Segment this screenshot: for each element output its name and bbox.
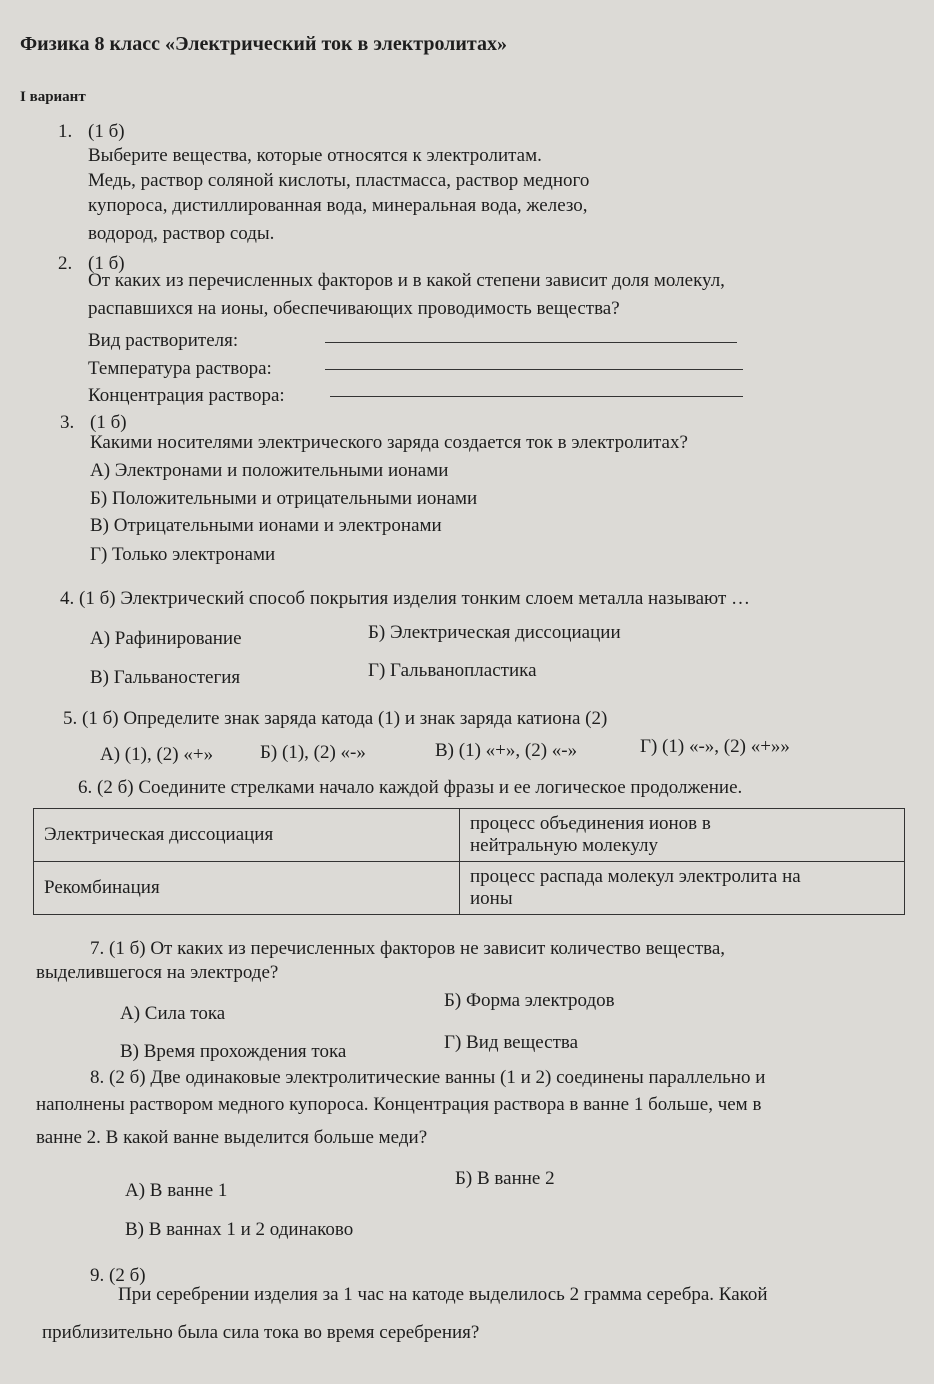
q7-question: 7. (1 б) От каких из перечисленных факторов не зависит количество вещества, [90, 938, 726, 959]
q2-points: (1 б) [88, 253, 125, 274]
q9-text-line: При серебрении изделия за 1 час на катоде выделилось 2 грамма серебра. Какой [118, 1284, 768, 1305]
q7-option: В) Время прохождения тока [120, 1041, 347, 1062]
table-cell-line: ионы [470, 888, 513, 909]
q9-number: 9. (2 б) [90, 1265, 146, 1286]
q4-option: Г) Гальванопластика [368, 660, 537, 681]
q4-option: А) Рафинирование [90, 628, 242, 649]
q5-option: Б) (1), (2) «-» [260, 742, 366, 763]
q5-option: Г) (1) «-», (2) «+»» [640, 736, 790, 757]
table-cell-left: Электрическая диссоциация [34, 809, 460, 862]
q7-option: А) Сила тока [120, 1003, 226, 1024]
table-row [34, 862, 905, 915]
q1-text-line: водород, раствор соды. [88, 223, 275, 244]
q9-text-line: приблизительно была сила тока во время серебрения? [42, 1322, 480, 1343]
q1-text-line: Медь, раствор соляной кислоты, пластмасса, раствор медного [88, 170, 590, 191]
q8-text-line: 8. (2 б) Две одинаковые электролитические ванны (1 и 2) соединены параллельно и [90, 1067, 766, 1088]
q5-option: А) (1), (2) «+» [100, 744, 214, 765]
q3-points: (1 б) [90, 412, 127, 433]
answer-line [330, 396, 743, 397]
table-cell-right [460, 862, 905, 915]
q3-text: Какими носителями электрического заряда создается ток в электролитах? [90, 432, 688, 453]
table-cell-line: процесс распада молекул электролита на [470, 866, 801, 887]
q5-option: В) (1) «+», (2) «-» [435, 740, 578, 761]
q8-option: Б) В ванне 2 [455, 1168, 555, 1189]
q4-question: 4. (1 б) Электрический способ покрытия изделия тонким слоем металла называют … [60, 588, 751, 609]
q2-text-line: распавшихся на ионы, обеспечивающих проводимость вещества? [88, 298, 620, 319]
q2-number: 2. [58, 253, 73, 274]
matching-table [33, 808, 905, 915]
q3-option: Б) Положительными и отрицательными ионами [90, 488, 478, 509]
q8-text-line: ванне 2. В какой ванне выделится больше меди? [36, 1127, 428, 1148]
q3-option: А) Электронами и положительными ионами [90, 460, 449, 481]
q2-text-line: От каких из перечисленных факторов и в какой степени зависит доля молекул, [88, 270, 725, 291]
q7-question-cont: выделившегося на электроде? [36, 962, 279, 983]
table-cell-line: процесс объединения ионов в [470, 813, 711, 834]
q2-field-label: Вид растворителя: [88, 330, 239, 351]
q2-field-label: Концентрация раствора: [88, 385, 285, 406]
q4-option: Б) Электрическая диссоциации [368, 622, 621, 643]
q7-option: Г) Вид вещества [444, 1032, 579, 1053]
table-cell-right [460, 809, 905, 862]
q2-field-label: Температура раствора: [88, 358, 272, 379]
q8-option: А) В ванне 1 [125, 1180, 228, 1201]
page-title: Физика 8 класс «Электрический ток в электролитах» [20, 33, 507, 55]
q4-option: В) Гальваностегия [90, 667, 241, 688]
q5-question: 5. (1 б) Определите знак заряда катода (1) и знак заряда катиона (2) [63, 708, 608, 729]
q1-points: (1 б) [88, 121, 125, 142]
table-cell-line: нейтральную молекулу [470, 835, 658, 856]
q3-option: В) Отрицательными ионами и электронами [90, 515, 442, 536]
variant-label: I вариант [20, 89, 86, 105]
table-cell-left: Рекомбинация [34, 862, 460, 915]
q1-number: 1. [58, 121, 73, 142]
q6-question: 6. (2 б) Соедините стрелками начало каждой фразы и ее логическое продолжение. [78, 777, 743, 798]
table-row [34, 809, 905, 862]
q3-option: Г) Только электронами [90, 544, 276, 565]
q8-option: В) В ваннах 1 и 2 одинаково [125, 1219, 354, 1240]
q3-number: 3. [60, 412, 75, 433]
q8-text-line: наполнены раствором медного купороса. Концентрация раствора в ванне 1 больше, чем в [36, 1094, 762, 1115]
answer-line [325, 342, 737, 343]
q1-text-line: купороса, дистиллированная вода, минеральная вода, железо, [88, 195, 588, 216]
q7-option: Б) Форма электродов [444, 990, 615, 1011]
q1-text-line: Выберите вещества, которые относятся к электролитам. [88, 145, 542, 166]
answer-line [325, 369, 743, 370]
